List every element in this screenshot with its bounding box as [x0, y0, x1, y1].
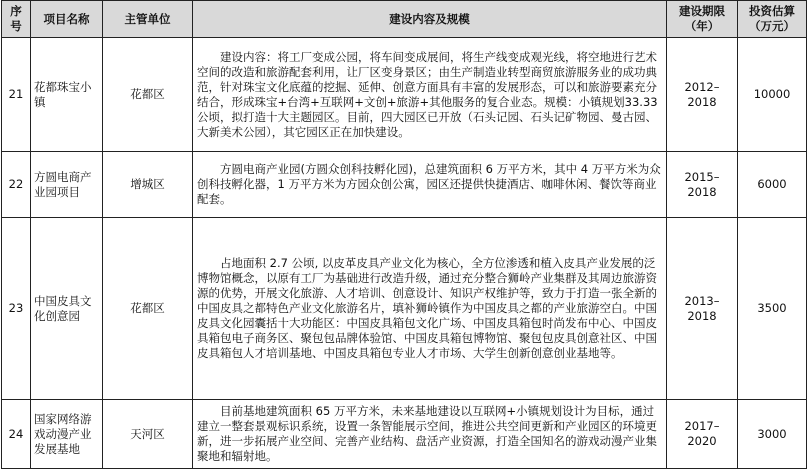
cell-period: 2015–2018: [667, 152, 738, 218]
cell-invest: 10000: [738, 38, 807, 152]
table-header-row: [2, 1, 807, 38]
cell-seq: 21: [2, 38, 31, 152]
cell-seq: 22: [2, 152, 31, 218]
projects-table: [1, 0, 807, 469]
cell-period: 2012–2018: [667, 38, 738, 152]
header-period: 建设期限（年）: [667, 1, 738, 38]
cell-unit: 天河区: [103, 400, 193, 469]
cell-unit: 花都区: [103, 38, 193, 152]
cell-invest: 3500: [738, 218, 807, 400]
cell-content: 方圆电商产业园(方圆众创科技孵化园)，总建筑面积 6 万平方米，其中 4 万平方米为众创科技孵化器，1 万平方米为方园众创公寓，园区还提供快捷酒店、咖啡休闲、餐饮等商业配套。: [193, 152, 667, 218]
table-row: [2, 38, 807, 152]
cell-unit: 增城区: [103, 152, 193, 218]
cell-name: 花都珠宝小镇: [31, 38, 103, 152]
header-seq: 序号: [2, 1, 31, 38]
table-row: [2, 218, 807, 400]
cell-content: 建设内容：将工厂变成公园，将车间变成展间，将生产线变成观光线，将空地进行艺术空间的改造和旅游配套利用，让厂区变身景区；由生产制造业转型商贸旅游服务业的成功典范，针对珠宝文化底蕴的挖掘、延伸、创意方面具有丰富的发展形态，可以和旅游要素充分结合，形成珠宝+台湾+互联网+文创+旅游+其他服务的复合业态。规模：小镇规划33.33 公顷，拟打造十大主题园区。目前，四大园区已开放（石头记园、石头记矿物园、曼古园、大新美术公园），其它园区正在加快建设。: [193, 38, 667, 152]
cell-invest: 3000: [738, 400, 807, 469]
cell-name: 中国皮具文化创意园: [31, 218, 103, 400]
cell-seq: 23: [2, 218, 31, 400]
cell-content: 目前基地建筑面积 65 万平方米，未来基地建设以互联网+小镇规划设计为目标，通过建立一整套景观标识系统，设置一条智能展示空间，推进公共空间更新和产业园区的环境更新，进一步拓展产业空间、完善产业结构、盘活产业资源，打造全国知名的游戏动漫产业集聚地和辐射地。: [193, 400, 667, 469]
header-name: 项目名称: [31, 1, 103, 38]
header-invest: 投资估算（万元）: [738, 1, 807, 38]
table-row: [2, 400, 807, 469]
cell-unit: 花都区: [103, 218, 193, 400]
cell-name: 方圆电商产业园项目: [31, 152, 103, 218]
cell-period: 2013–2018: [667, 218, 738, 400]
header-content: 建设内容及规模: [193, 1, 667, 38]
cell-name: 国家网络游戏动漫产业发展基地: [31, 400, 103, 469]
cell-period: 2017–2020: [667, 400, 738, 469]
cell-seq: 24: [2, 400, 31, 469]
cell-content: 占地面积 2.7 公顷, 以皮革皮具产业文化为核心，全方位渗透和植入皮具产业发展的泛博物馆概念，以原有工厂为基础进行改造升级，通过充分整合狮岭产业集群及其周边旅游资源的优势，开展文化旅游、人才培训、创意设计、知识产权维护等，致力于打造一张全新的中国皮具之都特色产业文化旅游名片，填补狮岭镇作为中国皮具之都的产业旅游空白。中国皮具文化园囊括十大功能区：中国皮具箱包文化广场、中国皮具箱包时尚发布中心、中国皮具箱包电子商务区、聚包包品牌体验馆、中国皮具箱包博物馆、聚包包皮具创意社区、中国皮具箱包人才培训基地、中国皮具箱包专业人才市场、大学生创新创意创业基地等。: [193, 218, 667, 400]
table-row: [2, 152, 807, 218]
header-unit: 主管单位: [103, 1, 193, 38]
cell-invest: 6000: [738, 152, 807, 218]
